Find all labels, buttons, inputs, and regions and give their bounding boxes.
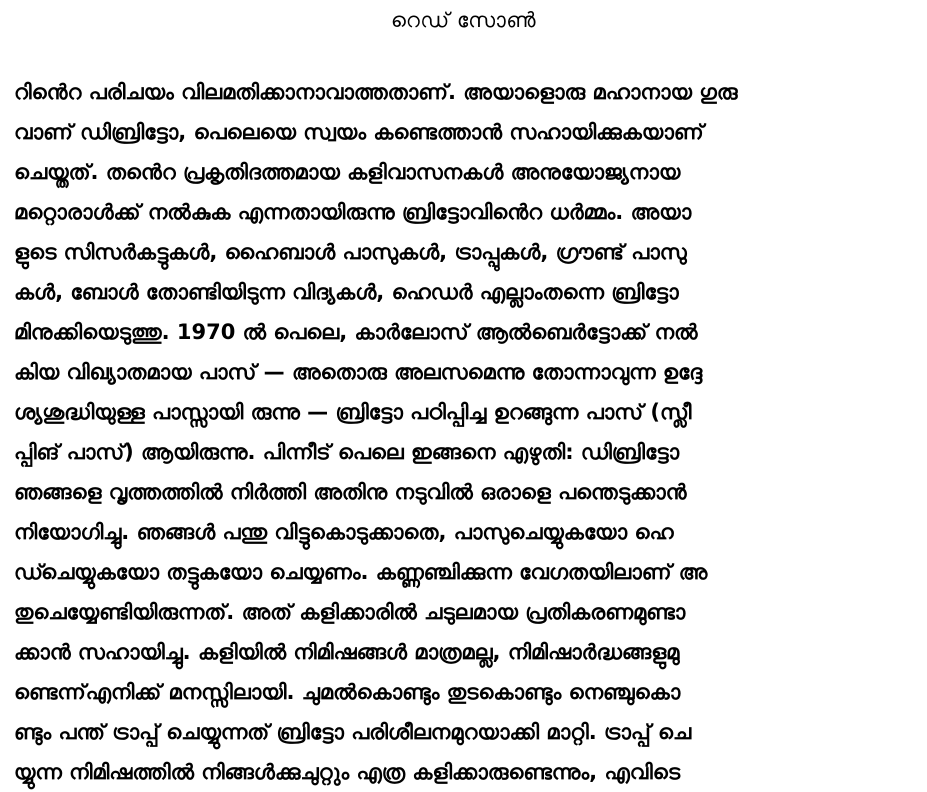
text-line: മിനുക്കിയെടുത്തു. 1970 ൽ പെലെ, കാർലോസ് ആൽബെർട്ടോക്ക് നൽ — [14, 320, 698, 344]
text-line: ക്കാൻ സഹായിച്ചു. കളിയിൽ നിമിഷങ്ങൾ മാത്രമല്ല, നിമിഷാർദ്ധങ്ങളുമു — [14, 640, 680, 664]
text-line: റിൻെറ പരിചയം വിലമതിക്കാനാവാത്തതാണ്. അയാളൊരു മഹാനായ ഗുരു — [14, 80, 738, 104]
body-text — [14, 72, 914, 792]
text-line: പ്പിങ് പാസ്) ആയിരുന്നു. പിന്നീട് പെലെ ഇങ്ങനെ എഴുതി: ഡിബ്രിട്ടോ — [14, 440, 680, 464]
text-line: കിയ വിഖ്യാതമായ പാസ് — അതൊരു അലസമെന്നു തോന്നാവുന്ന ഉദ്ദേ — [14, 360, 703, 384]
text-line: മറ്റൊരാൾക്ക് നൽകുക എന്നതായിരുന്നു ബ്രിട്ടോവിൻെറ ധർമ്മം. അയാ — [14, 200, 692, 224]
text-line: കൾ, ബോൾ തോണ്ടിയിടുന്ന വിദ്യകൾ, ഹെഡർ എല്ലാംതന്നെ ബ്രിട്ടോ — [14, 280, 679, 304]
text-line: നിയോഗിച്ചു. ഞങ്ങൾ പന്തു വിട്ടുകൊടുക്കാതെ, പാസുചെയ്യുകയോ ഹെ — [14, 520, 674, 544]
text-line: ണ്ടെന്ന്എനിക്ക് മനസ്സിലായി. ചുമൽകൊണ്ടും തുടകൊണ്ടും നെഞ്ചുകൊ — [14, 680, 681, 704]
text-line: ശ്യശുദ്ധിയുള്ള പാസ്സായി രുന്നു — ബ്രിട്ടോ പഠിപ്പിച്ച ഉറങ്ങുന്ന പാസ് (സ്ലീ — [14, 400, 692, 424]
page-header-title: റെഡ് സോൺ — [390, 8, 537, 32]
text-line: ഡ്ചെയ്യുകയോ തട്ടുകയോ ചെയ്യണം. കണ്ണഞ്ചിക്കുന്ന വേഗതയിലാണ് അ — [14, 560, 708, 584]
text-line: ചെയ്തത്. തൻെറ പ്രകൃതിദത്തമായ കളിവാസനകൾ അനുയോജ്യനായ — [14, 160, 681, 184]
text-line: തുചെയ്യേണ്ടിയിരുന്നത്. അത് കളിക്കാരിൽ ചടുലമായ പ്രതികരണമുണ്ടാ — [14, 600, 686, 624]
text-line: വാണ് ഡിബ്രിട്ടോ, പെലെയെ സ്വയം കണ്ടെത്താൻ സഹായിക്കുകയാണ് — [14, 120, 704, 144]
text-line: യ്യുന്ന നിമിഷത്തിൽ നിങ്ങൾക്കുചുറ്റും എത്ര കളിക്കാരുണ്ടെന്നും, എവിടെ — [14, 760, 681, 784]
text-line: ളുടെ സിസർകട്ടുകൾ, ഹൈബാൾ പാസുകൾ, ട്രാപ്പുകൾ, ഗ്രൗണ്ട് പാസു — [14, 240, 687, 264]
text-line: ഞങ്ങളെ വൃത്തത്തിൽ നിർത്തി അതിനു നടുവിൽ ഒരാളെ പന്തെടുക്കാൻ — [14, 480, 687, 504]
page-header — [0, 8, 927, 33]
text-line: ണ്ടും പന്ത് ട്രാപ്പ് ചെയ്യുന്നത് ബ്രിട്ടോ പരിശീലനമുറയാക്കി മാറ്റി. ട്രാപ്പ് ചെ — [14, 720, 692, 744]
